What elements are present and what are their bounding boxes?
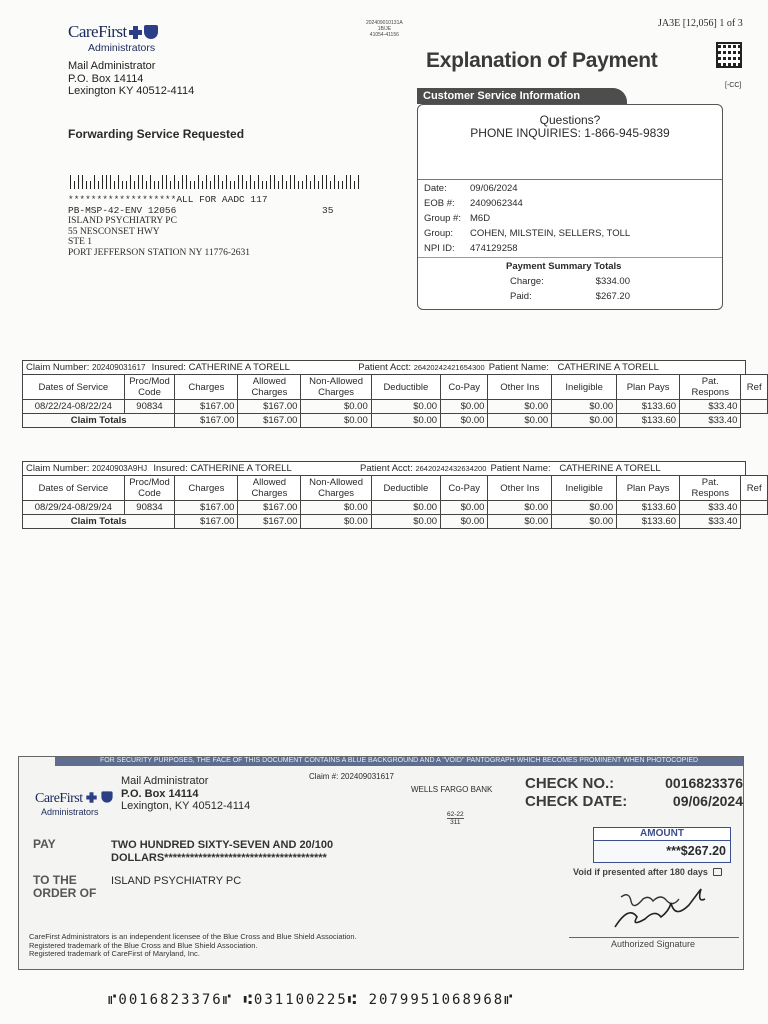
barcode-bar — [74, 181, 76, 189]
detail-label: EOB #: — [424, 198, 455, 209]
barcode-bar — [86, 181, 88, 189]
total-cell: $0.00 — [301, 414, 371, 428]
recipient-line: STE 1 — [68, 237, 93, 247]
patient-acct: 26420242432634200 — [415, 464, 489, 473]
check-logo-text: CareFirst — [35, 791, 83, 806]
eob-details — [424, 181, 630, 256]
claim-number: 20240903A9HJ — [92, 464, 150, 473]
barcode-bar — [318, 181, 320, 189]
barcode-bar — [194, 181, 196, 189]
total-cell: $0.00 — [441, 515, 488, 529]
detail-label: Group: — [424, 228, 454, 239]
column-header: Dates of Service — [23, 375, 125, 400]
insured-label: Insured: — [151, 362, 189, 373]
total-cell: $33.40 — [680, 414, 741, 428]
barcode-bar — [70, 175, 72, 189]
barcode-bar — [226, 175, 228, 189]
barcode-bar — [282, 175, 284, 189]
total-cell: $0.00 — [552, 414, 617, 428]
pay-amount-words — [111, 839, 333, 864]
column-header: Ineligible — [552, 375, 617, 400]
column-header: Allowed Charges — [238, 375, 301, 400]
detail-value: 474129258 — [470, 243, 518, 254]
column-header: Dates of Service — [23, 476, 125, 501]
bank-name: WELLS FARGO BANK — [411, 785, 493, 794]
claim-header — [22, 461, 746, 475]
column-header: Deductible — [371, 476, 440, 501]
barcode-bar — [270, 175, 272, 189]
table-cell: 08/22/24-08/22/24 — [23, 400, 125, 414]
column-header: Deductible — [371, 375, 440, 400]
barcode-bar — [346, 175, 348, 189]
barcode-bar — [230, 181, 232, 189]
payer-line: P.O. Box 14114 — [121, 787, 199, 800]
qr-code-icon — [716, 42, 742, 68]
detail-value: COHEN, MILSTEIN, SELLERS, TOLL — [470, 228, 631, 239]
blue-shield-icon — [101, 791, 112, 802]
tiny-code-line: 202409010131A — [366, 20, 403, 26]
page-title: Explanation of Payment — [426, 49, 658, 72]
amount-box — [593, 827, 731, 863]
barcode-bar — [306, 175, 308, 189]
column-header: Other Ins — [488, 476, 552, 501]
tiny-code-line: 1B/JE — [377, 26, 392, 32]
barcode-bar — [94, 175, 96, 189]
recipient-line: ISLAND PSYCHIATRY PC — [68, 216, 177, 226]
check-logo — [35, 789, 114, 807]
detail-label: Date: — [424, 183, 447, 194]
barcode-bar — [170, 181, 172, 189]
table-cell: $0.00 — [371, 400, 440, 414]
recipient-line: 55 NESCONSET HWY — [68, 226, 160, 237]
table-cell — [741, 501, 768, 515]
total-cell: $0.00 — [441, 414, 488, 428]
table-cell: $167.00 — [238, 501, 301, 515]
barcode-bar — [198, 175, 200, 189]
blue-cross-icon — [86, 792, 96, 802]
insured-label: Insured: — [153, 463, 191, 474]
barcode-bar — [214, 175, 216, 189]
barcode-bar — [202, 181, 204, 189]
order-of-label — [33, 874, 96, 900]
presort-line: *******************ALL FOR AADC 117 — [68, 194, 268, 205]
logo-text: CareFirst — [68, 22, 127, 41]
barcode-bar — [250, 175, 252, 189]
return-address-line: P.O. Box 14114 — [68, 72, 144, 85]
questions-label: Questions? — [539, 113, 601, 127]
payee-name: ISLAND PSYCHIATRY PC — [111, 875, 242, 887]
table-cell: 08/29/24-08/29/24 — [23, 501, 125, 515]
recipient-address — [68, 216, 250, 258]
table-cell: $33.40 — [680, 400, 741, 414]
barcode-bar — [138, 175, 140, 189]
table-cell: $0.00 — [552, 501, 617, 515]
table-cell — [741, 400, 768, 414]
barcode-bar — [218, 175, 220, 189]
table-cell: $0.00 — [441, 501, 488, 515]
page-ref: JA3E [12,056] 1 of 3 — [658, 18, 743, 29]
total-cell: $167.00 — [238, 414, 301, 428]
barcode-bar — [122, 181, 124, 189]
paid-value: $267.20 — [595, 291, 630, 302]
patient-name: CATHERINE A TORELL — [559, 463, 661, 474]
detail-row — [424, 226, 630, 241]
disclaimer-line: Registered trademark of the Blue Cross and Blue Shield Association. — [29, 940, 258, 950]
barcode-bar — [206, 175, 208, 189]
table-header-row — [23, 375, 768, 400]
column-header: Allowed Charges — [238, 476, 301, 501]
table-cell: $0.00 — [488, 400, 552, 414]
summary-row — [510, 274, 630, 289]
patient-name: CATHERINE A TORELL — [557, 362, 659, 373]
table-cell: $0.00 — [301, 400, 371, 414]
blue-cross-icon — [129, 26, 142, 39]
table-cell: $33.40 — [680, 501, 741, 515]
table-row — [23, 501, 768, 515]
blue-shield-icon — [144, 25, 158, 39]
total-cell: $133.60 — [617, 414, 680, 428]
column-header: Ref — [741, 476, 768, 501]
claim-number: 202409031617 — [92, 363, 148, 372]
claim-block — [22, 461, 768, 529]
barcode-bar — [222, 181, 224, 189]
total-cell: $0.00 — [488, 414, 552, 428]
column-header: Ref — [741, 375, 768, 400]
forwarding-notice: Forwarding Service Requested — [68, 127, 245, 141]
signature-label: Authorized Signature — [611, 939, 696, 949]
total-cell: $33.40 — [680, 515, 741, 529]
column-header: Non-Allowed Charges — [301, 476, 371, 501]
patient-acct-label: Patient Acct: — [360, 463, 416, 474]
summary-row — [510, 289, 630, 304]
barcode-bar — [106, 175, 108, 189]
total-cell: $0.00 — [552, 515, 617, 529]
barcode-bar — [350, 175, 352, 189]
barcode-bar — [102, 175, 104, 189]
column-header: Proc/Mod Code — [124, 476, 175, 501]
barcode-bar — [174, 175, 176, 189]
void-note-text: Void if presented after 180 days — [573, 867, 708, 877]
check-number-label: CHECK NO.: — [525, 775, 615, 792]
barcode-bar — [178, 181, 180, 189]
total-cell: $167.00 — [175, 414, 238, 428]
charge-value: $334.00 — [595, 276, 630, 287]
disclaimer-line: CareFirst Administrators is an independent licensee of the Blue Cross and Blue Shield Association. — [29, 932, 357, 941]
patient-acct: 26420242421654300 — [413, 363, 487, 372]
payer-address — [121, 775, 250, 813]
check-date: 09/06/2024 — [672, 793, 743, 809]
table-row — [23, 400, 768, 414]
charge-label: Charge: — [510, 276, 544, 287]
barcode-bar — [98, 181, 100, 189]
payment-summary-title: Payment Summary Totals — [506, 261, 622, 272]
payer-line: Lexington, KY 40512-4114 — [121, 800, 251, 812]
detail-label: NPI ID: — [424, 243, 455, 254]
barcode-bar — [126, 181, 128, 189]
barcode-bar — [290, 175, 292, 189]
carefirst-logo — [68, 22, 158, 42]
table-cell: $0.00 — [488, 501, 552, 515]
barcode-bar — [334, 175, 336, 189]
customer-service-tab: Customer Service Information — [417, 88, 627, 104]
barcode-bar — [210, 181, 212, 189]
barcode-bar — [146, 181, 148, 189]
column-header: Pat. Respons — [680, 375, 741, 400]
table-cell: 90834 — [124, 501, 175, 515]
total-cell: $0.00 — [371, 414, 440, 428]
barcode-bar — [298, 181, 300, 189]
column-header: Co-Pay — [441, 476, 488, 501]
column-header: Plan Pays — [617, 476, 680, 501]
table-cell: $167.00 — [175, 400, 238, 414]
divider — [418, 179, 722, 180]
barcode-bar — [242, 175, 244, 189]
return-address — [68, 60, 194, 98]
barcode-bar — [338, 181, 340, 189]
claim-table — [22, 475, 768, 529]
phone-inquiries: PHONE INQUIRIES: 1-866-945-9839 — [470, 126, 670, 140]
barcode-bar — [262, 181, 264, 189]
claim-number-label: Claim Number: — [26, 463, 92, 474]
barcode-bar — [158, 181, 160, 189]
return-address-line: Mail Administrator — [68, 60, 156, 72]
divider — [418, 257, 722, 258]
total-cell: $0.00 — [488, 515, 552, 529]
check-logo-subtitle: Administrators — [41, 807, 99, 817]
total-cell: $0.00 — [371, 515, 440, 529]
detail-row — [424, 196, 630, 211]
barcode-bar — [342, 181, 344, 189]
column-header: Plan Pays — [617, 375, 680, 400]
claim-totals-label: Claim Totals — [23, 515, 175, 529]
barcode-bar — [166, 175, 168, 189]
barcode-bar — [246, 181, 248, 189]
column-header: Charges — [175, 375, 238, 400]
detail-row — [424, 211, 630, 226]
total-cell: $0.00 — [301, 515, 371, 529]
barcode-bar — [234, 181, 236, 189]
barcode-bar — [254, 181, 256, 189]
column-header: Ineligible — [552, 476, 617, 501]
order-line: ORDER OF — [33, 886, 97, 900]
table-cell: $0.00 — [301, 501, 371, 515]
disclaimer-line: Registered trademark of CareFirst of Maryland, Inc. — [29, 949, 200, 958]
postal-barcode — [68, 175, 359, 189]
column-header: Pat. Respons — [680, 476, 741, 501]
table-cell: $0.00 — [371, 501, 440, 515]
barcode-bar — [238, 175, 240, 189]
pay-label: PAY — [33, 837, 56, 851]
barcode-bar — [294, 175, 296, 189]
detail-value: 2409062344 — [470, 198, 523, 209]
table-cell: $133.60 — [617, 501, 680, 515]
barcode-bar — [314, 175, 316, 189]
pay-words-line: DOLLARS************************************** — [111, 851, 327, 864]
barcode-bar — [258, 175, 260, 189]
barcode-bar — [162, 175, 164, 189]
check-claim-ref: Claim #: 202409031617 — [309, 772, 394, 781]
barcode-bar — [78, 175, 80, 189]
column-header: Non-Allowed Charges — [301, 375, 371, 400]
tiny-code — [366, 20, 403, 38]
order-line: TO THE — [33, 873, 77, 887]
insured-name: CATHERINE A TORELL — [190, 463, 295, 474]
barcode-bar — [82, 175, 84, 189]
route-line: PB-MSP-42-ENV 12056 — [68, 205, 177, 216]
table-cell: 90834 — [124, 400, 175, 414]
customer-service-box — [417, 104, 723, 310]
authorized-signature-image — [609, 883, 739, 941]
patient-name-label: Patient Name: — [490, 463, 554, 474]
detail-value: 09/06/2024 — [470, 183, 518, 194]
barcode-bar — [286, 181, 288, 189]
barcode-bar — [266, 181, 268, 189]
barcode-bar — [154, 181, 156, 189]
table-cell: $0.00 — [552, 400, 617, 414]
barcode-bar — [150, 175, 152, 189]
fraction-top: 62-22 — [447, 811, 464, 818]
payment-check — [18, 756, 744, 970]
column-header: Proc/Mod Code — [124, 375, 175, 400]
table-cell: $133.60 — [617, 400, 680, 414]
claim-number-label: Claim Number: — [26, 362, 92, 373]
barcode-bar — [118, 175, 120, 189]
total-cell: $133.60 — [617, 515, 680, 529]
barcode-bar — [278, 181, 280, 189]
micr-line: ⑈0016823376⑈ ⑆031100225⑆ 2079951068968⑈ — [108, 992, 515, 1008]
detail-row — [424, 241, 630, 256]
tiny-code-line: 41054-41156 — [369, 32, 399, 38]
table-cell: $167.00 — [238, 400, 301, 414]
table-cell: $0.00 — [441, 400, 488, 414]
barcode-bar — [322, 175, 324, 189]
total-cell: $167.00 — [175, 515, 238, 529]
side-code: [-CC] — [725, 82, 742, 89]
claim-table — [22, 374, 768, 428]
barcode-bar — [114, 181, 116, 189]
barcode-bar — [274, 175, 276, 189]
fraction-bottom: 311 — [450, 819, 461, 826]
check-date-label: CHECK DATE: — [525, 793, 628, 810]
patient-name-label: Patient Name: — [488, 362, 552, 373]
route-number: 35 — [322, 205, 334, 216]
claim-totals-label: Claim Totals — [23, 414, 175, 428]
detail-value: M6D — [470, 213, 491, 224]
amount-label: AMOUNT — [594, 828, 730, 841]
payment-summary — [510, 274, 630, 304]
claim-header — [22, 360, 746, 374]
payer-line: Mail Administrator — [121, 775, 209, 787]
return-address-line: Lexington KY 40512-4114 — [68, 85, 195, 97]
amount-value: ***$267.20 — [666, 844, 726, 858]
logo-subtitle: Administrators — [88, 42, 156, 54]
void-notice — [573, 867, 722, 877]
column-header: Other Ins — [488, 375, 552, 400]
barcode-bar — [354, 181, 356, 189]
barcode-bar — [190, 181, 192, 189]
security-notice: FOR SECURITY PURPOSES, THE FACE OF THIS DOCUMENT CONTAINS A BLUE BACKGROUND AND A "VOID" PANTOGRAPH WHICH BECOMES PROMINENT WHEN PHOTOCOPIED — [55, 757, 743, 766]
barcode-bar — [302, 181, 304, 189]
barcode-bar — [330, 181, 332, 189]
detail-row — [424, 181, 630, 196]
patient-acct-label: Patient Acct: — [358, 362, 414, 373]
table-cell: $167.00 — [175, 501, 238, 515]
barcode-bar — [186, 175, 188, 189]
barcode-bar — [358, 175, 360, 189]
barcode-bar — [326, 175, 328, 189]
recipient-line: PORT JEFFERSON STATION NY 11776-2631 — [68, 247, 251, 258]
insured-name: CATHERINE A TORELL — [188, 362, 293, 373]
pay-words-line: TWO HUNDRED SIXTY-SEVEN AND 20/100 — [111, 839, 334, 851]
barcode-bar — [310, 181, 312, 189]
barcode-bar — [90, 181, 92, 189]
barcode-bar — [110, 175, 112, 189]
claim-block — [22, 360, 768, 428]
table-header-row — [23, 476, 768, 501]
barcode-bar — [130, 175, 132, 189]
claim-totals-row — [23, 414, 768, 428]
barcode-bar — [142, 175, 144, 189]
check-number: 0016823376 — [665, 775, 743, 791]
column-header: Co-Pay — [441, 375, 488, 400]
detail-label: Group #: — [424, 213, 461, 224]
signature-line — [569, 937, 739, 938]
column-header: Charges — [175, 476, 238, 501]
paid-label: Paid: — [510, 291, 532, 302]
routing-fraction — [447, 811, 464, 826]
total-cell: $167.00 — [238, 515, 301, 529]
lock-icon — [713, 868, 722, 876]
barcode-bar — [134, 181, 136, 189]
claim-totals-row — [23, 515, 768, 529]
barcode-bar — [182, 175, 184, 189]
disclaimer — [29, 933, 357, 959]
